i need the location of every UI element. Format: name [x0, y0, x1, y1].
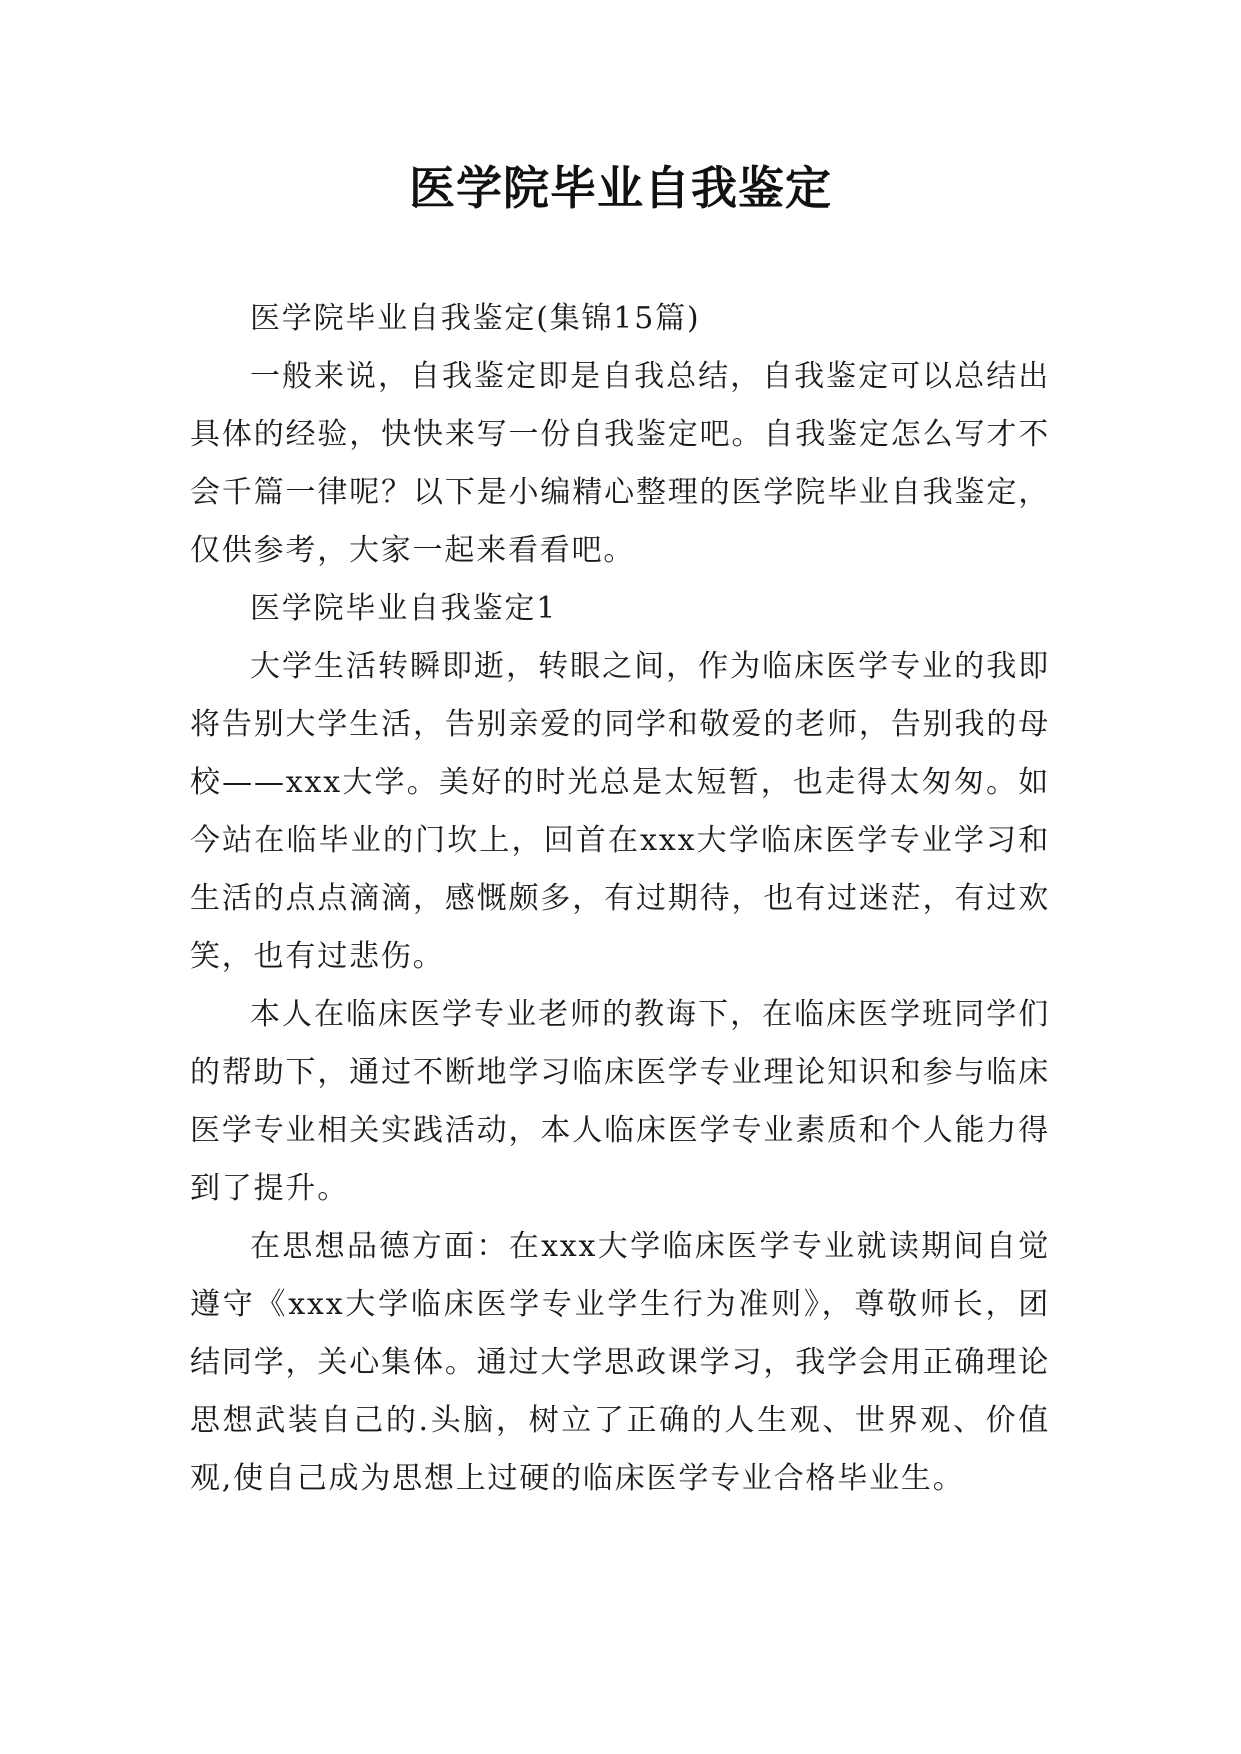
document-title: 医学院毕业自我鉴定: [409, 161, 832, 215]
document-body: [190, 290, 1050, 1508]
intro-paragraph: 一般来说，自我鉴定即是自我总结，自我鉴定可以总结出具体的经验，快快来写一份自我鉴定吧。自我鉴定怎么写才不会千篇一律呢？以下是小编精心整理的医学院毕业自我鉴定，仅供参考，大家一起来看看吧。: [190, 359, 1050, 568]
body-paragraph: 在思想品德方面：在xxx大学临床医学专业就读期间自觉遵守《xxx大学临床医学专业学生行为准则》，尊敬师长，团结同学，关心集体。通过大学思政课学习，我学会用正确理论思想武装自己的.头脑，树立了正确的人生观、世界观、价值观,使自己成为思想上过硬的临床医学专业合格毕业生。: [190, 1229, 1050, 1496]
document-subtitle: 医学院毕业自我鉴定(集锦15篇): [250, 301, 701, 336]
section-heading: 医学院毕业自我鉴定1: [250, 591, 558, 626]
body-paragraph: 本人在临床医学专业老师的教诲下，在临床医学班同学们的帮助下，通过不断地学习临床医学专业理论知识和参与临床医学专业相关实践活动，本人临床医学专业素质和个人能力得到了提升。: [190, 997, 1050, 1206]
body-paragraph: 大学生活转瞬即逝，转眼之间，作为临床医学专业的我即将告别大学生活，告别亲爱的同学和敬爱的老师，告别我的母校——xxx大学。美好的时光总是太短暂，也走得太匆匆。如今站在临毕业的门坎上，回首在xxx大学临床医学专业学习和生活的点点滴滴，感慨颇多，有过期待，也有过迷茫，有过欢笑，也有过悲伤。: [190, 649, 1050, 974]
